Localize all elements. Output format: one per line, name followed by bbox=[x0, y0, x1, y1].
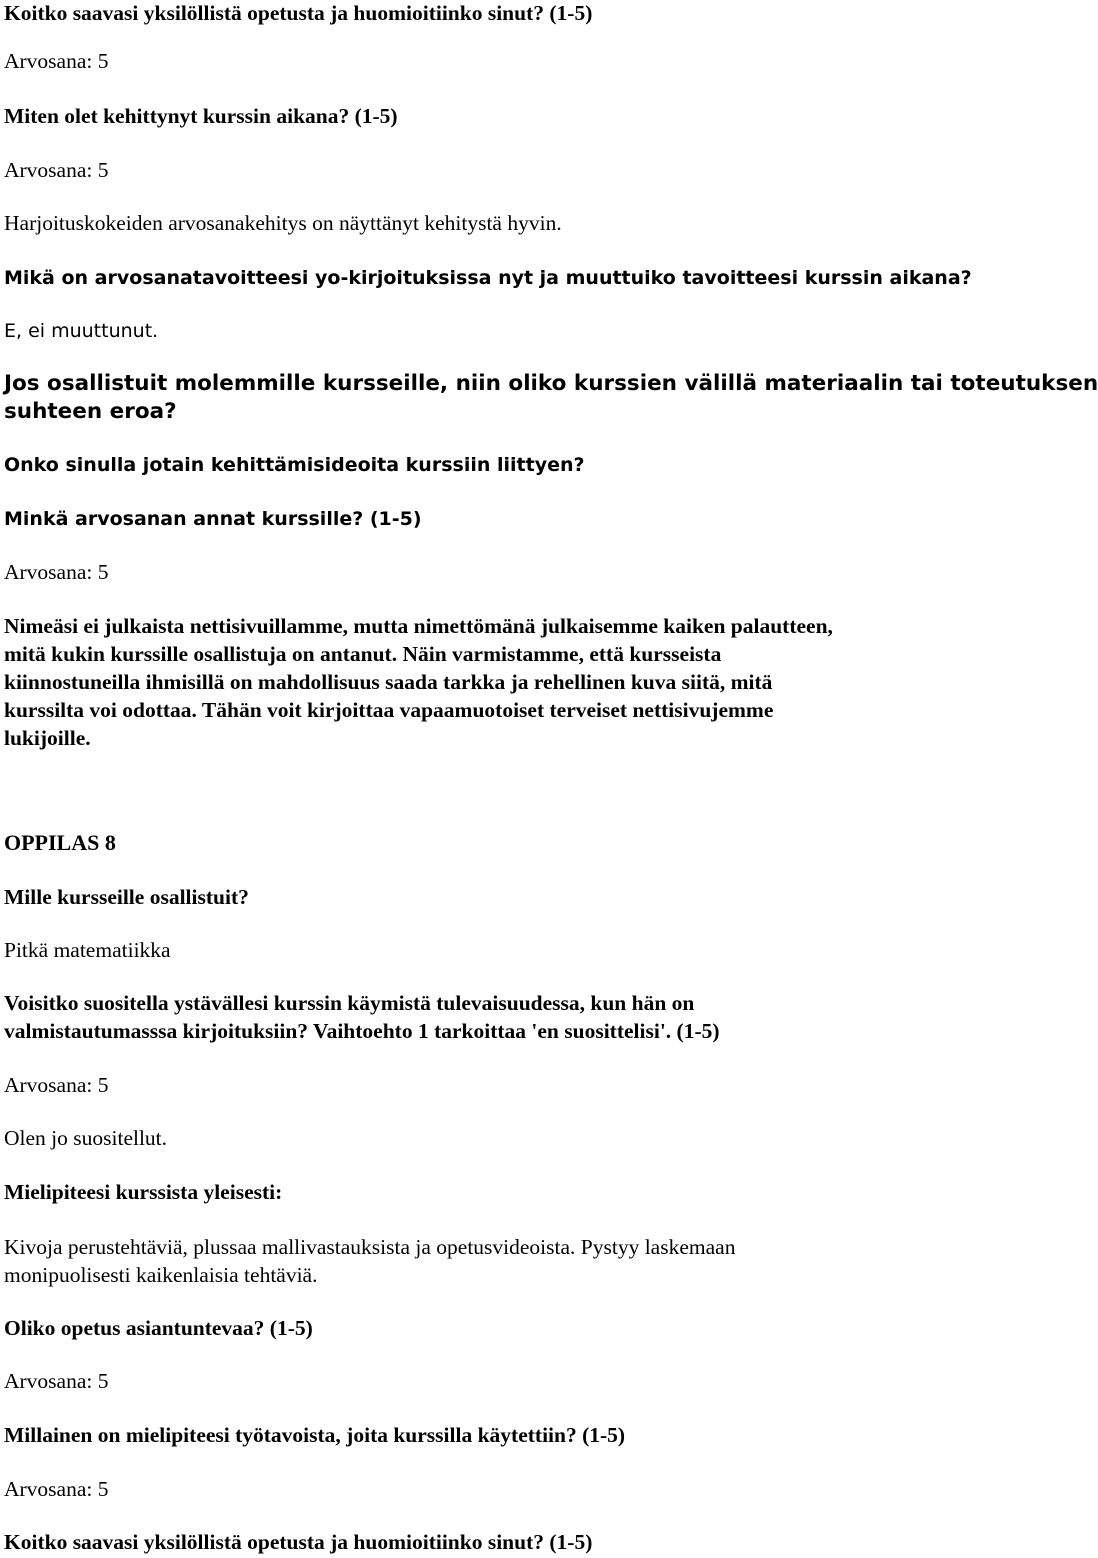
publication-note: Nimeäsi ei julkaista nettisivuillamme, mutta nimettömänä julkaisemme kaiken palautteen, mitä kukin kurssille osallistuja on antanut. Näin varmistamme, että kursseista kiinnostuneilla ihmisillä on mahdollisuus saada tarkka ja rehellinen kuva siitä, mitä kurssilta voi odottaa. Tähän voit kirjoittaa vapaamuotoiset terveiset nettisivujemme lukijoille. bbox=[4, 614, 833, 750]
question-grade-goal: Mikä on arvosanatavoitteesi yo-kirjoituksissa nyt ja muuttuiko tavoitteesi kurssin aikana? bbox=[4, 267, 972, 289]
question-individual-teaching: Koitko saavasi yksilöllistä opetusta ja huomioitiinko sinut? (1-5) bbox=[4, 1530, 593, 1554]
answer-text: Olen jo suositellut. bbox=[4, 1126, 168, 1150]
question-courses-attended: Mille kursseille osallistuit? bbox=[4, 885, 249, 909]
answer-grade: Arvosana: 5 bbox=[4, 560, 109, 584]
answer-text: Kivoja perustehtäviä, plussaa mallivastauksista ja opetusvideoista. Pystyy laskemaan monipuolisesti kaikenlaisia tehtäviä. bbox=[4, 1235, 736, 1287]
student-heading: OPPILAS 8 bbox=[4, 830, 116, 855]
answer-text: E, ei muuttunut. bbox=[4, 320, 159, 342]
answer-grade: Arvosana: 5 bbox=[4, 1369, 109, 1393]
question-development-ideas: Onko sinulla jotain kehittämisideoita kurssiin liittyen? bbox=[4, 454, 585, 476]
answer-text: Pitkä matematiikka bbox=[4, 938, 171, 962]
answer-grade: Arvosana: 5 bbox=[4, 49, 109, 73]
question-individual-teaching: Koitko saavasi yksilöllistä opetusta ja huomioitiinko sinut? (1-5) bbox=[4, 1, 593, 25]
answer-text: Harjoituskokeiden arvosanakehitys on näyttänyt kehitystä hyvin. bbox=[4, 211, 562, 235]
question-course-grade: Minkä arvosanan annat kurssille? (1-5) bbox=[4, 508, 422, 530]
question-general-opinion: Mielipiteesi kurssista yleisesti: bbox=[4, 1180, 283, 1204]
question-course-differences: Jos osallistuit molemmille kursseille, niin oliko kurssien välillä materiaalin tai toteutuksen suhteen eroa? bbox=[4, 371, 1098, 424]
question-expertise: Oliko opetus asiantuntevaa? (1-5) bbox=[4, 1316, 313, 1340]
question-working-methods: Millainen on mielipiteesi työtavoista, joita kurssilla käytettiin? (1-5) bbox=[4, 1423, 626, 1447]
question-development: Miten olet kehittynyt kurssin aikana? (1-5) bbox=[4, 104, 398, 128]
question-recommendation: Voisitko suositella ystävällesi kurssin käymistä tulevaisuudessa, kun hän on valmistautumasssa kirjoituksiin? Vaihtoehto 1 tarkoittaa 'en suosittelisi'. (1-5) bbox=[4, 991, 720, 1043]
answer-grade: Arvosana: 5 bbox=[4, 1073, 109, 1097]
answer-grade: Arvosana: 5 bbox=[4, 1477, 109, 1501]
answer-grade: Arvosana: 5 bbox=[4, 158, 109, 182]
